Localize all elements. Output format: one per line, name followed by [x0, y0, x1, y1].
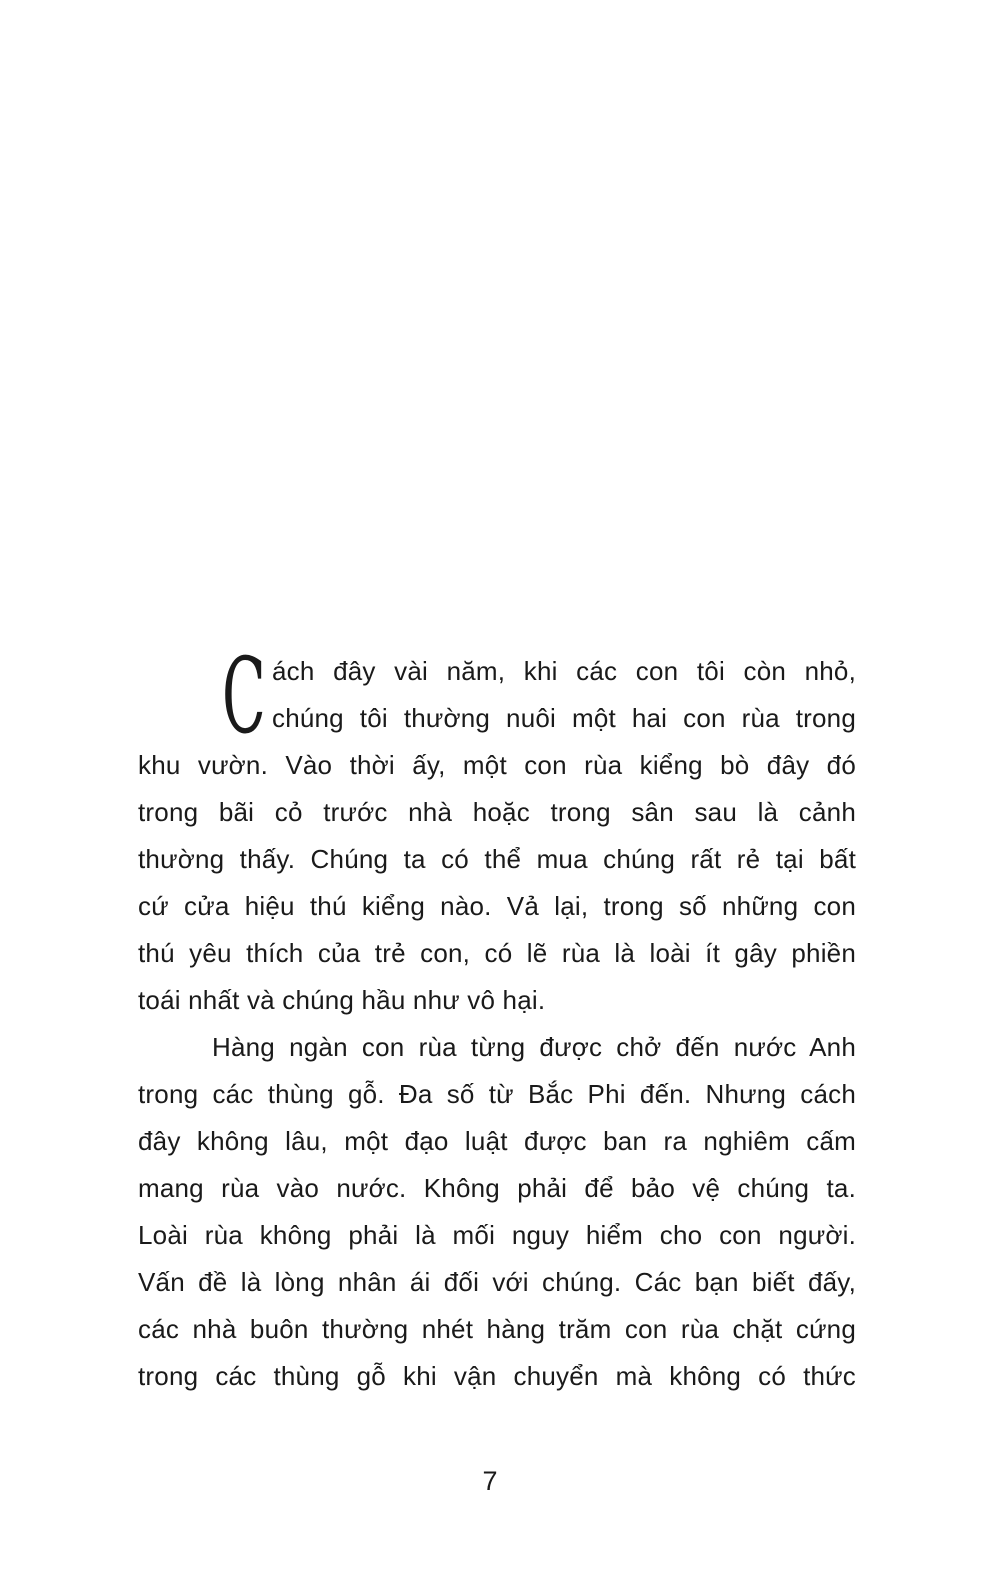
text-line: thú yêu thích của trẻ con, có lẽ rùa là loài ít gây phiền [138, 938, 856, 968]
text-line: khu vườn. Vào thời ấy, một con rùa kiểng bò đây đó [138, 750, 856, 780]
text-line: trong các thùng gỗ khi vận chuyển mà không có thức [138, 1361, 856, 1391]
text-line: cứ cửa hiệu thú kiểng nào. Vả lại, trong số những con [138, 891, 856, 921]
text-line: đây không lâu, một đạo luật được ban ra nghiêm cấm [138, 1126, 856, 1156]
text-line: trong các thùng gỗ. Đa số từ Bắc Phi đến. Nhưng cách [138, 1079, 856, 1109]
text-line: toái nhất và chúng hầu như vô hại. [138, 985, 546, 1015]
text-line: thường thấy. Chúng ta có thể mua chúng rất rẻ tại bất [138, 844, 856, 874]
text-line: ách đây vài năm, khi các con tôi còn nhỏ, [272, 656, 856, 686]
text-line: mang rùa vào nước. Không phải để bảo vệ chúng ta. [138, 1173, 856, 1203]
text-line: trong bãi cỏ trước nhà hoặc trong sân sau là cảnh [138, 797, 856, 827]
text-line: Loài rùa không phải là mối nguy hiểm cho con người. [138, 1220, 856, 1250]
text-line: chúng tôi thường nuôi một hai con rùa trong [272, 703, 856, 733]
drop-cap-letter: C [222, 635, 266, 757]
text-line: các nhà buôn thường nhét hàng trăm con rùa chặt cứng [138, 1314, 856, 1344]
body-text [138, 635, 856, 1400]
page-number: 7 [482, 1466, 498, 1496]
text-line: Hàng ngàn con rùa từng được chở đến nước Anh [212, 1032, 856, 1062]
text-line: Vấn đề là lòng nhân ái đối với chúng. Các bạn biết đấy, [138, 1267, 856, 1297]
